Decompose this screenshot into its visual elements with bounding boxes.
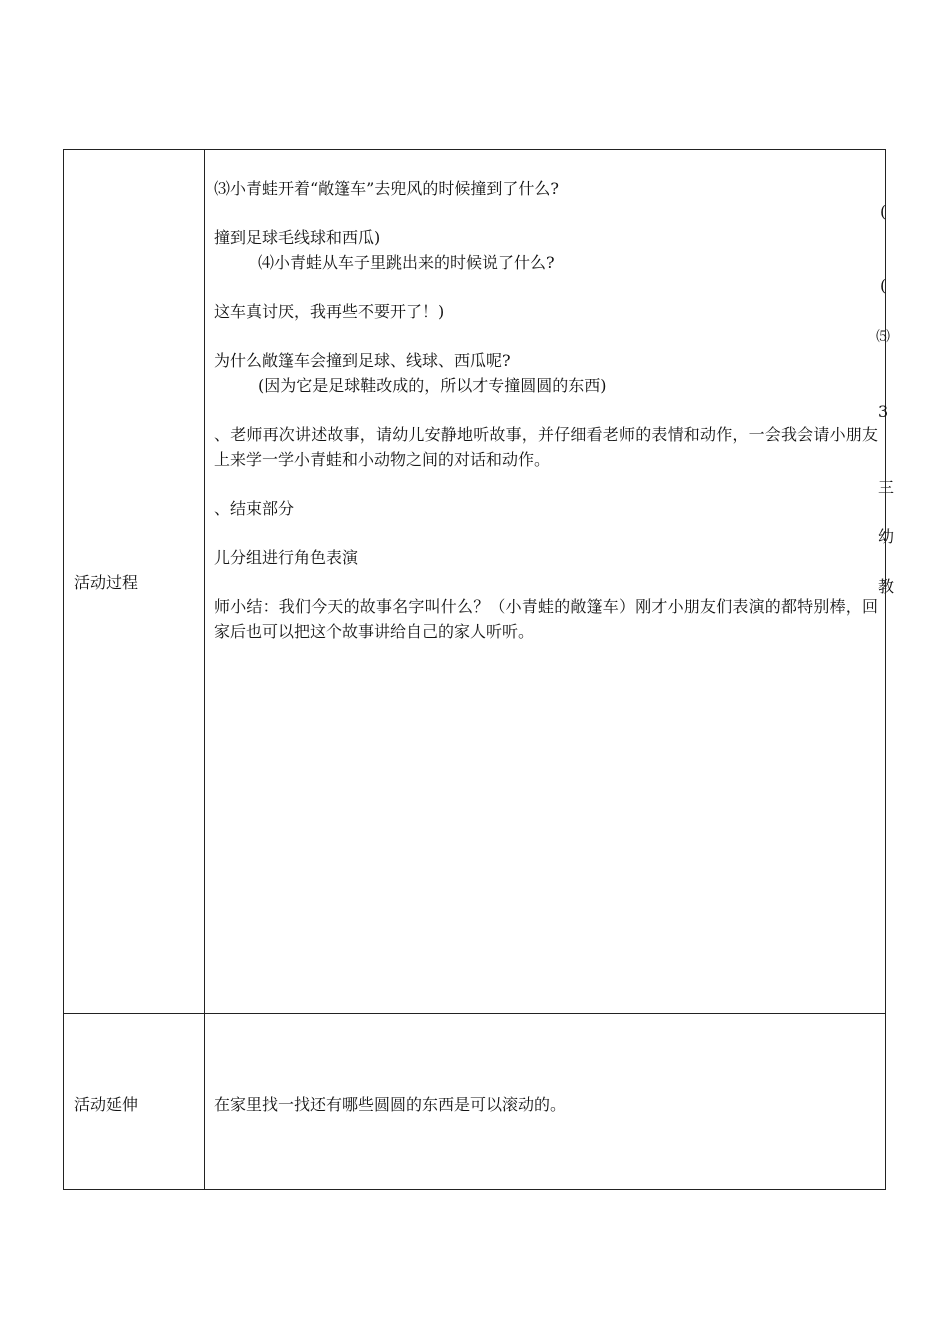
side-fragment-char-you: 幼 <box>878 527 895 546</box>
ending-activity: 儿分组进行角色表演 <box>214 548 359 567</box>
question-5: 为什么敞篷车会撞到足球、线球、西瓜呢? <box>214 351 511 370</box>
activity-extension-content <box>214 1092 878 1117</box>
activity-process-content <box>214 176 878 644</box>
ending-section-title: 、结束部分 <box>214 499 295 518</box>
row-label-activity-process: 活动过程 <box>74 573 139 592</box>
side-fragment-paren-1: ( <box>880 202 887 221</box>
extension-text: 在家里找一找还有哪些圆圆的东西是可以滚动的。 <box>214 1095 567 1114</box>
question-4: ⑷小青蛙从车子里跳出来的时候说了什么? <box>258 253 555 272</box>
question-3-answer: 撞到足球毛线球和西瓜) <box>214 228 381 247</box>
teacher-summary: 师小结：我们今天的故事名字叫什么？（小青蛙的敞篷车）刚才小朋友们表演的都特别棒，回家后也可以把这个故事讲给自己的家人听听。 <box>214 597 878 641</box>
question-3: ⑶小青蛙开着“敞篷车”去兜风的时候撞到了什么? <box>214 179 559 198</box>
row-divider <box>64 1013 885 1014</box>
question-4-answer: 这车真讨厌，我再些不要开了！) <box>214 302 445 321</box>
side-fragment-char-san: 三 <box>878 478 895 497</box>
lesson-plan-table <box>63 149 889 1190</box>
side-fragment-num-5: ⑸ <box>876 329 890 345</box>
row-label-activity-extension: 活动延伸 <box>74 1095 139 1114</box>
step-retell-story: 、老师再次讲述故事，请幼儿安静地听故事，并仔细看老师的表情和动作，一会我会请小朋友上来学一学小青蛙和小动物之间的对话和动作。 <box>214 425 878 469</box>
side-fragment-num-3: 3 <box>878 402 889 421</box>
column-divider <box>204 150 205 1189</box>
question-5-answer: (因为它是足球鞋改成的，所以才专撞圆圆的东西) <box>258 376 607 395</box>
side-fragment-char-jiao: 教 <box>878 577 895 596</box>
side-fragment-paren-2: ( <box>880 276 887 295</box>
